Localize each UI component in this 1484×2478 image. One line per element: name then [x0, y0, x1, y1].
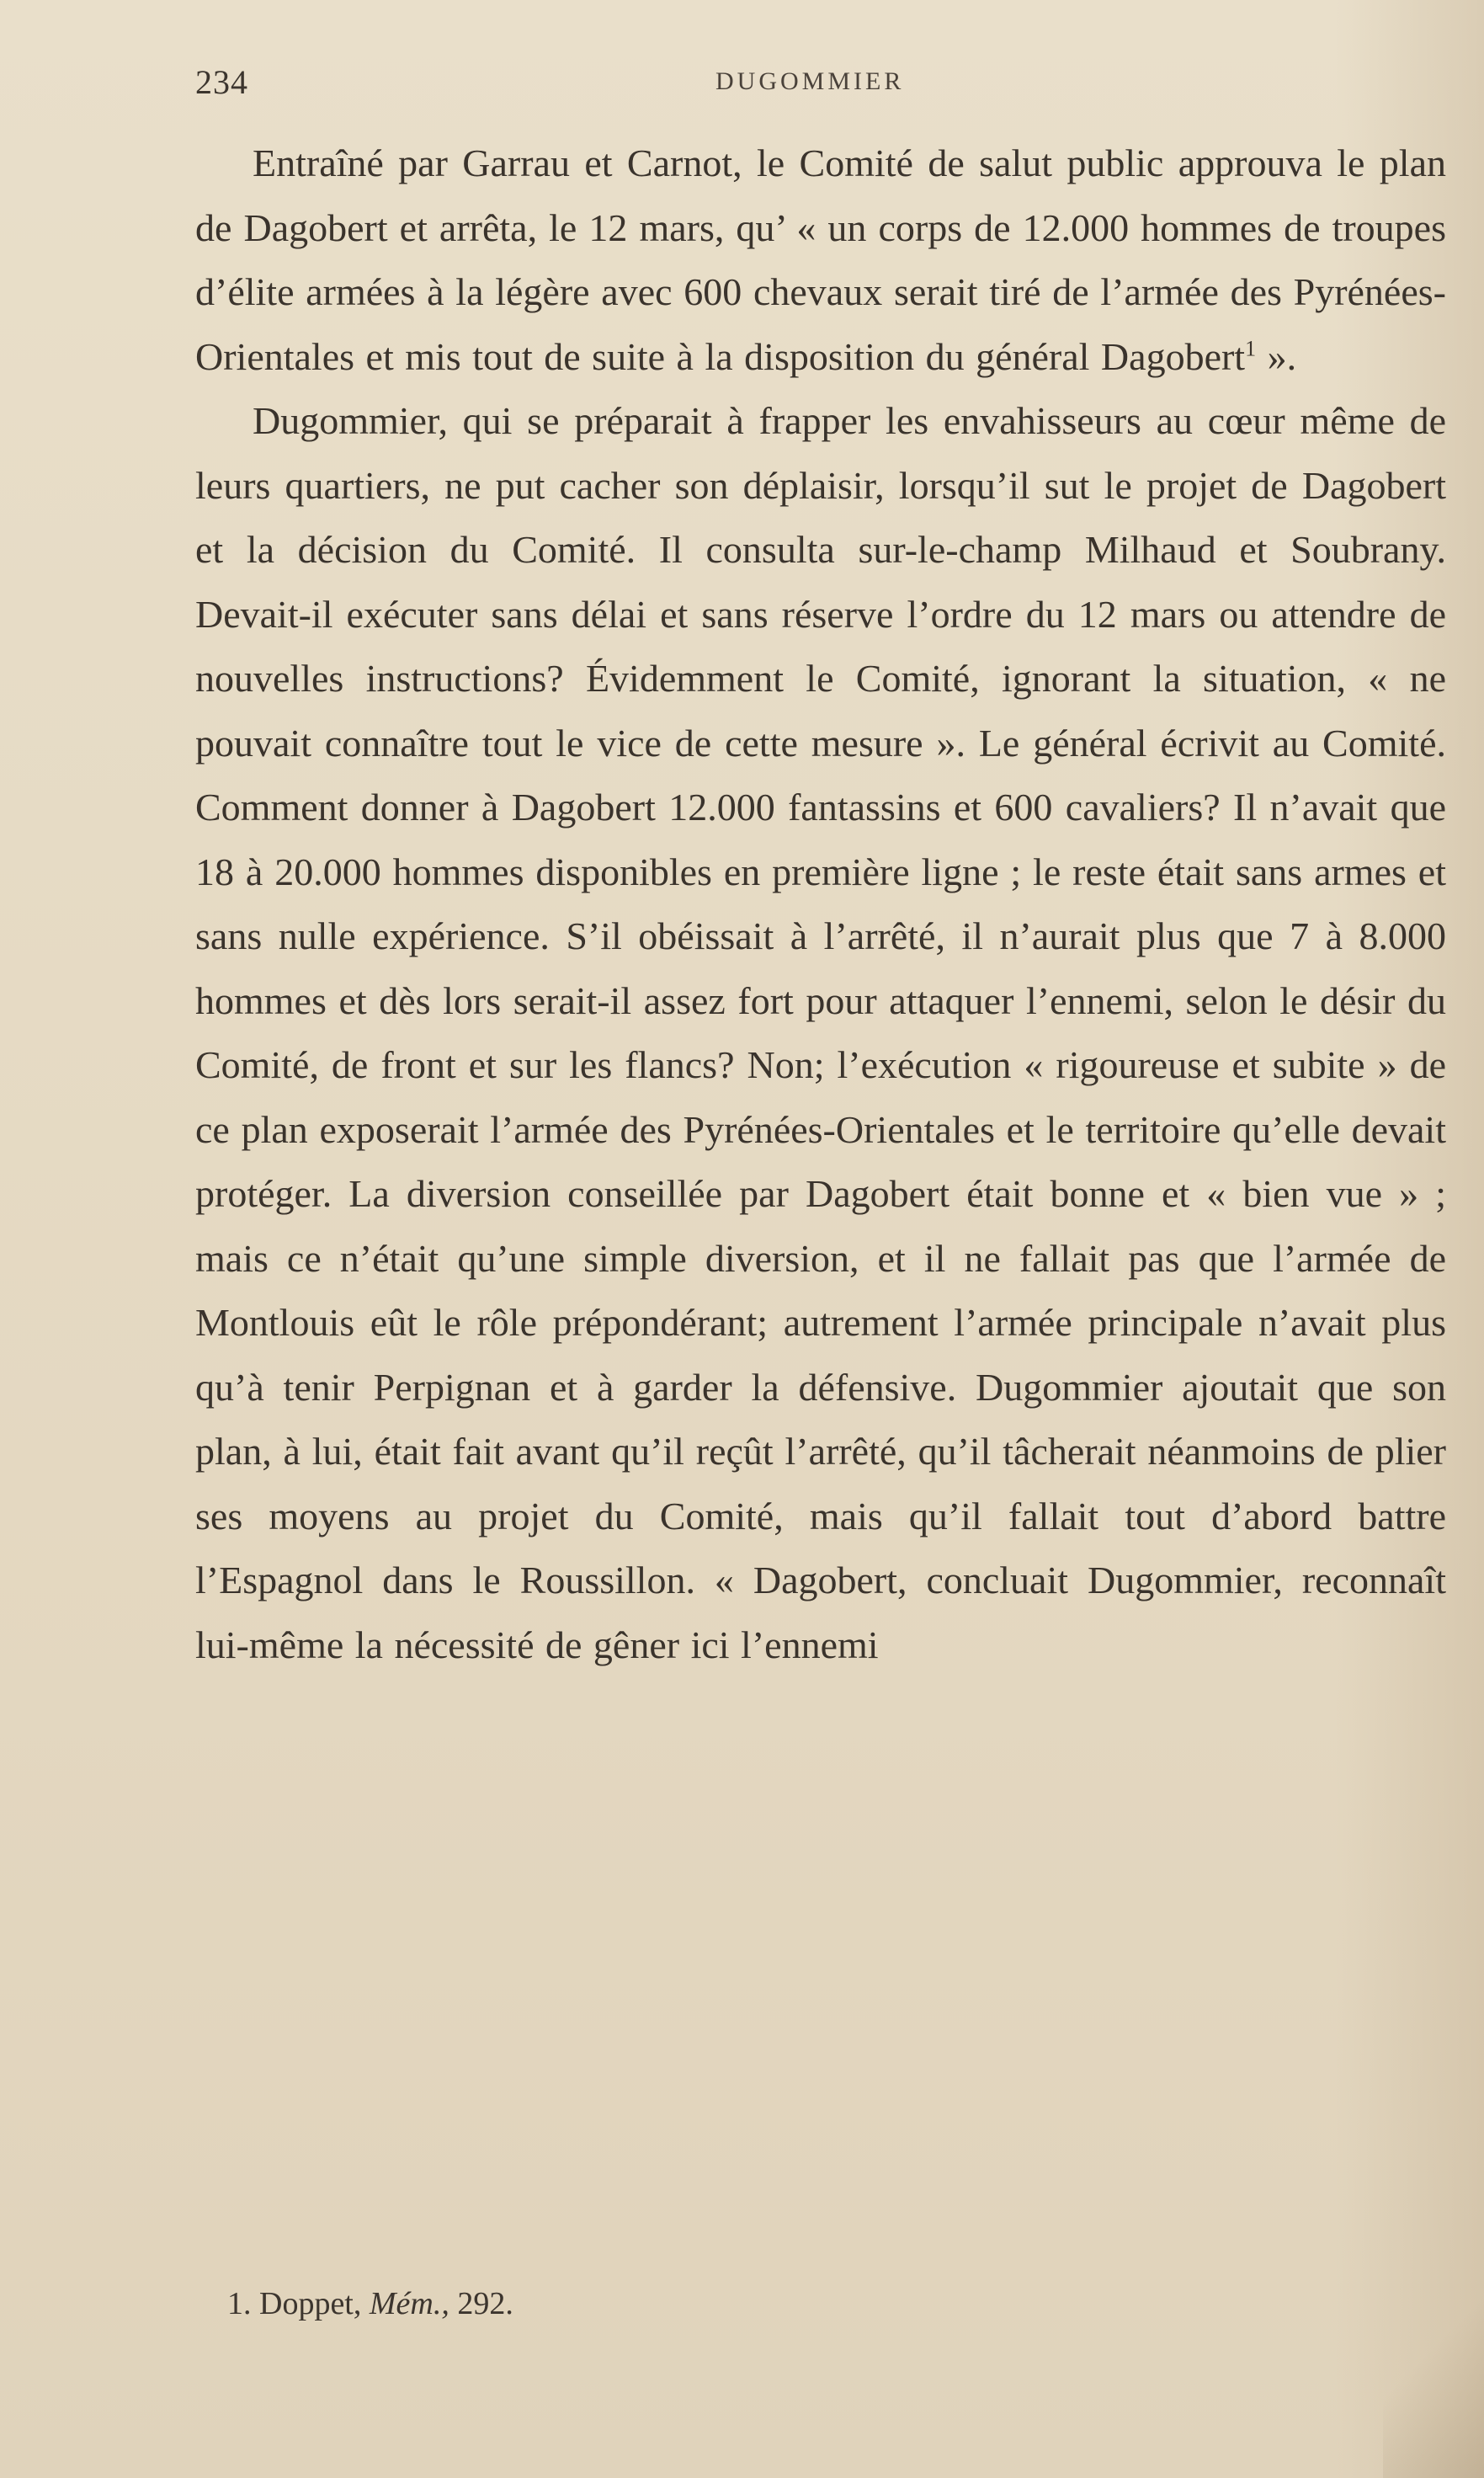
footnote — [227, 2285, 513, 2322]
footnote-page: 292. — [457, 2286, 513, 2321]
page-header — [195, 62, 1441, 113]
page-number: 234 — [195, 63, 248, 101]
body-text — [195, 131, 1446, 1677]
footnote-source: Mém., — [369, 2286, 449, 2321]
paragraph-text: Entraîné par Garrau et Carnot, le Comité de salut public approuva le plan de Dagobert et arrêta, le 12 mars, qu’ « un corps de 12.000 hommes de troupes d’élite armées à la légère avec 600 chevaux serait tiré de l’armée des Pyrénées-Orientales et mis tout de suite à la disposition du général Dagobert — [195, 141, 1446, 378]
paragraph — [195, 131, 1446, 389]
footnote-reference: 1 — [1245, 336, 1257, 361]
paragraph-text-end: ». — [1256, 334, 1297, 378]
paragraph: Dugommier, qui se préparait à frapper les envahisseurs au cœur même de leurs quartiers, ne put cacher son déplaisir, lorsqu’il sut le projet de Dagobert et la décision du Comité. Il consulta sur-le-champ Milhaud et Soubrany. Devait-il exécuter sans délai et sans réserve l’ordre du 12 mars ou attendre de nouvelles instructions? Évidemment le Comité, ignorant la situation, « ne pouvait connaître tout le vice de cette mesure ». Le général écrivit au Comité. Comment donner à Dagobert 12.000 fantassins et 600 cavaliers? Il n’avait que 18 à 20.000 hommes disponibles en première ligne ; le reste était sans armes et sans nulle expérience. S’il obéissait à l’arrêté, il n’aurait plus que 7 à 8.000 hommes et dès lors serait-il assez fort pour attaquer l’ennemi, selon le désir du Comité, de front et sur les flancs? Non; l’exécution « rigoureuse et subite » de ce plan exposerait l’armée des Pyrénées-Orientales et le territoire qu’elle devait protéger. La diversion conseillée par Dagobert était bonne et « bien vue » ; mais ce n’était qu’une simple diversion, et il ne fallait pas que l’armée de Montlouis eût le rôle prépondérant; autrement l’armée principale n’avait plus qu’à tenir Perpignan et à garder la défensive. Dugommier ajoutait que son plan, à lui, était fait avant qu’il reçût l’arrêté, qu’il tâcherait néanmoins de plier ses moyens au projet du Comité, mais qu’il fallait tout d’abord battre l’Espagnol dans le Roussillon. « Dagobert, concluait Dugommier, reconnaît lui-même la nécessité de gêner ici l’ennemi — [195, 399, 1446, 1666]
running-head: DUGOMMIER — [715, 67, 905, 95]
footnote-author: Doppet, — [259, 2286, 362, 2321]
page-corner-shadow — [1383, 2276, 1484, 2478]
footnote-number: 1. — [227, 2286, 252, 2321]
